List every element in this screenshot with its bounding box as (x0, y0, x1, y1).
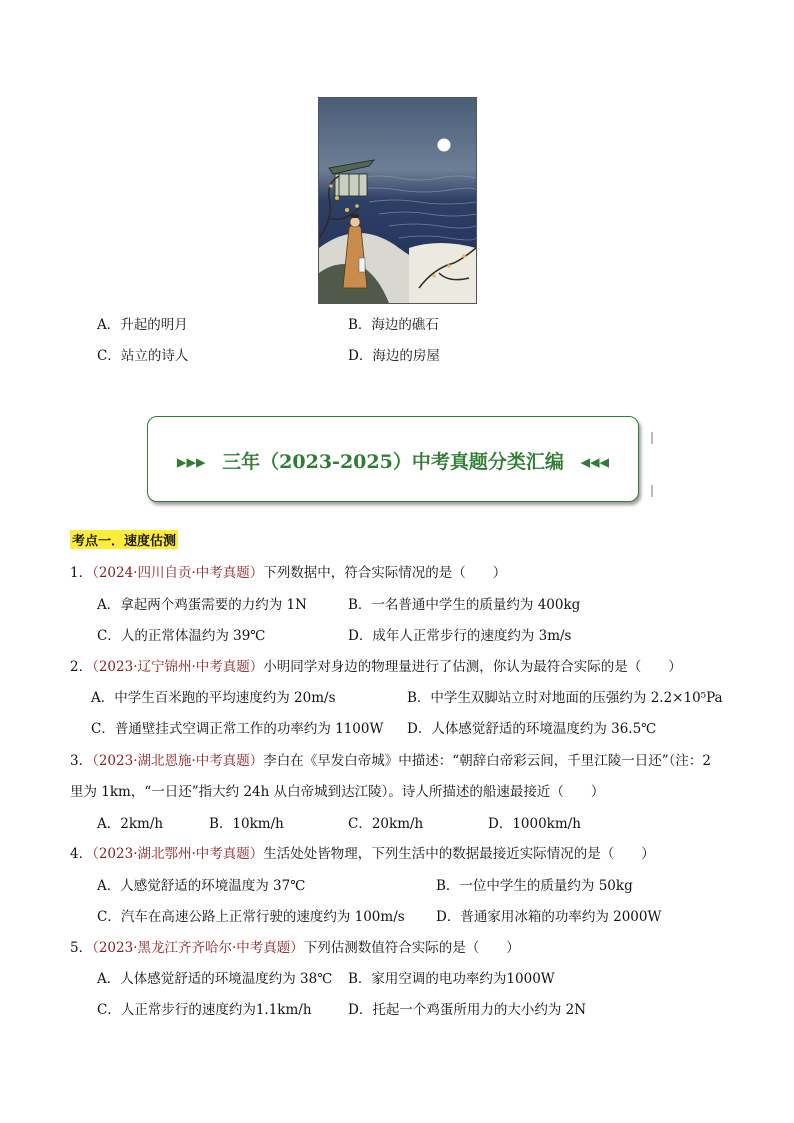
q2-option-a: A．中学生百米跑的平均速度约为 20m/s (91, 690, 336, 706)
question-source: （2023·湖北鄂州·中考真题） (92, 846, 264, 862)
banner-edge-mark (651, 485, 653, 497)
q2-option-d: D．人体感觉舒适的环境温度约为 36.5℃ (407, 721, 657, 737)
q5-option-c: C．人正常步行的速度约为1.1km/h (97, 1002, 312, 1018)
q5-option-a: A．人体感觉舒适的环境温度约为 38℃ (97, 971, 333, 987)
q4-option-c: C．汽车在高速公路上正常行驶的速度约为 100m/s (97, 909, 405, 925)
question-source: （2023·湖北恩施·中考真题） (92, 753, 264, 769)
q3-option-d: D．1000km/h (488, 816, 581, 832)
q1-option-a: A．拿起两个鸡蛋需要的力约为 1N (97, 597, 307, 613)
arrows-left-icon: ▸▸▸ (176, 451, 206, 473)
q2-option-b: B．中学生双脚站立时对地面的压强约为 2.2×10⁵Pa (407, 690, 723, 706)
question-4 (70, 842, 655, 862)
q3-option-a: A．2km/h (97, 816, 164, 832)
question-1 (70, 561, 506, 581)
question-number: 5． (70, 940, 93, 956)
question-number: 1． (70, 565, 93, 581)
banner-title: 三年（2023-2025）中考真题分类汇编 (222, 451, 564, 473)
question-number: 2． (70, 659, 93, 675)
illustration-image (319, 98, 476, 303)
question-2 (70, 655, 682, 675)
prev-option-d: D．海边的房屋 (348, 348, 440, 364)
question-number: 4． (70, 846, 93, 862)
q4-option-b: B．一位中学生的质量约为 50kg (436, 878, 633, 894)
section-heading: 考点一．速度估测 (70, 530, 178, 549)
q1-option-b: B．一名普通中学生的质量约为 400kg (348, 597, 581, 613)
question-source: （2023·辽宁锦州·中考真题） (92, 659, 264, 675)
question-stem: 下列估测数值符合实际的是（ ） (303, 940, 520, 956)
question-number: 3． (70, 753, 93, 769)
q2-option-c: C．普通壁挂式空调正常工作的功率约为 1100W (91, 721, 384, 737)
q5-option-d: D．托起一个鸡蛋所用力的大小约为 2N (348, 1002, 587, 1018)
moon-icon (438, 139, 451, 152)
question-stem: 小明同学对身边的物理量进行了估测，你认为最符合实际的是（ ） (263, 659, 682, 675)
q1-option-c: C．人的正常体温约为 39℃ (97, 628, 266, 644)
question-source: （2023·黑龙江齐齐哈尔·中考真题） (92, 940, 304, 956)
question-source: （2024·四川自贡·中考真题） (92, 565, 264, 581)
q3-option-b: B．10km/h (209, 816, 284, 832)
banner-title-line (148, 447, 638, 474)
question-3 (70, 749, 711, 769)
q4-option-d: D．普通家用冰箱的功率约为 2000W (436, 909, 662, 925)
poet-seaside-illustration (318, 97, 477, 304)
q5-option-b: B．家用空调的电功率约为1000W (348, 971, 555, 987)
question-3-continued: 里为 1km，“一日还”指大约 24h 从白帝城到达江陵）。诗人所描述的船速最接近（ ） (70, 784, 605, 800)
question-stem: 李白在《早发白帝城》中描述：“朝辞白帝彩云间，千里江陵一日还”（注：2 (263, 753, 711, 769)
q4-option-a: A．人感觉舒适的环境温度为 37℃ (97, 878, 306, 894)
banner-edge-mark (651, 432, 653, 444)
arrows-right-icon: ◂◂◂ (580, 451, 610, 473)
q1-option-d: D．成年人正常步行的速度约为 3m/s (348, 628, 572, 644)
question-stem: 下列数据中，符合实际情况的是（ ） (263, 565, 507, 581)
question-5 (70, 936, 520, 956)
question-stem: 生活处处皆物理，下列生活中的数据最接近实际情况的是（ ） (263, 846, 655, 862)
prev-option-c: C．站立的诗人 (97, 348, 189, 364)
section-banner (147, 416, 639, 502)
prev-option-b: B．海边的礁石 (348, 317, 439, 333)
prev-option-a: A．升起的明月 (97, 317, 188, 333)
q3-option-c: C．20km/h (348, 816, 424, 832)
